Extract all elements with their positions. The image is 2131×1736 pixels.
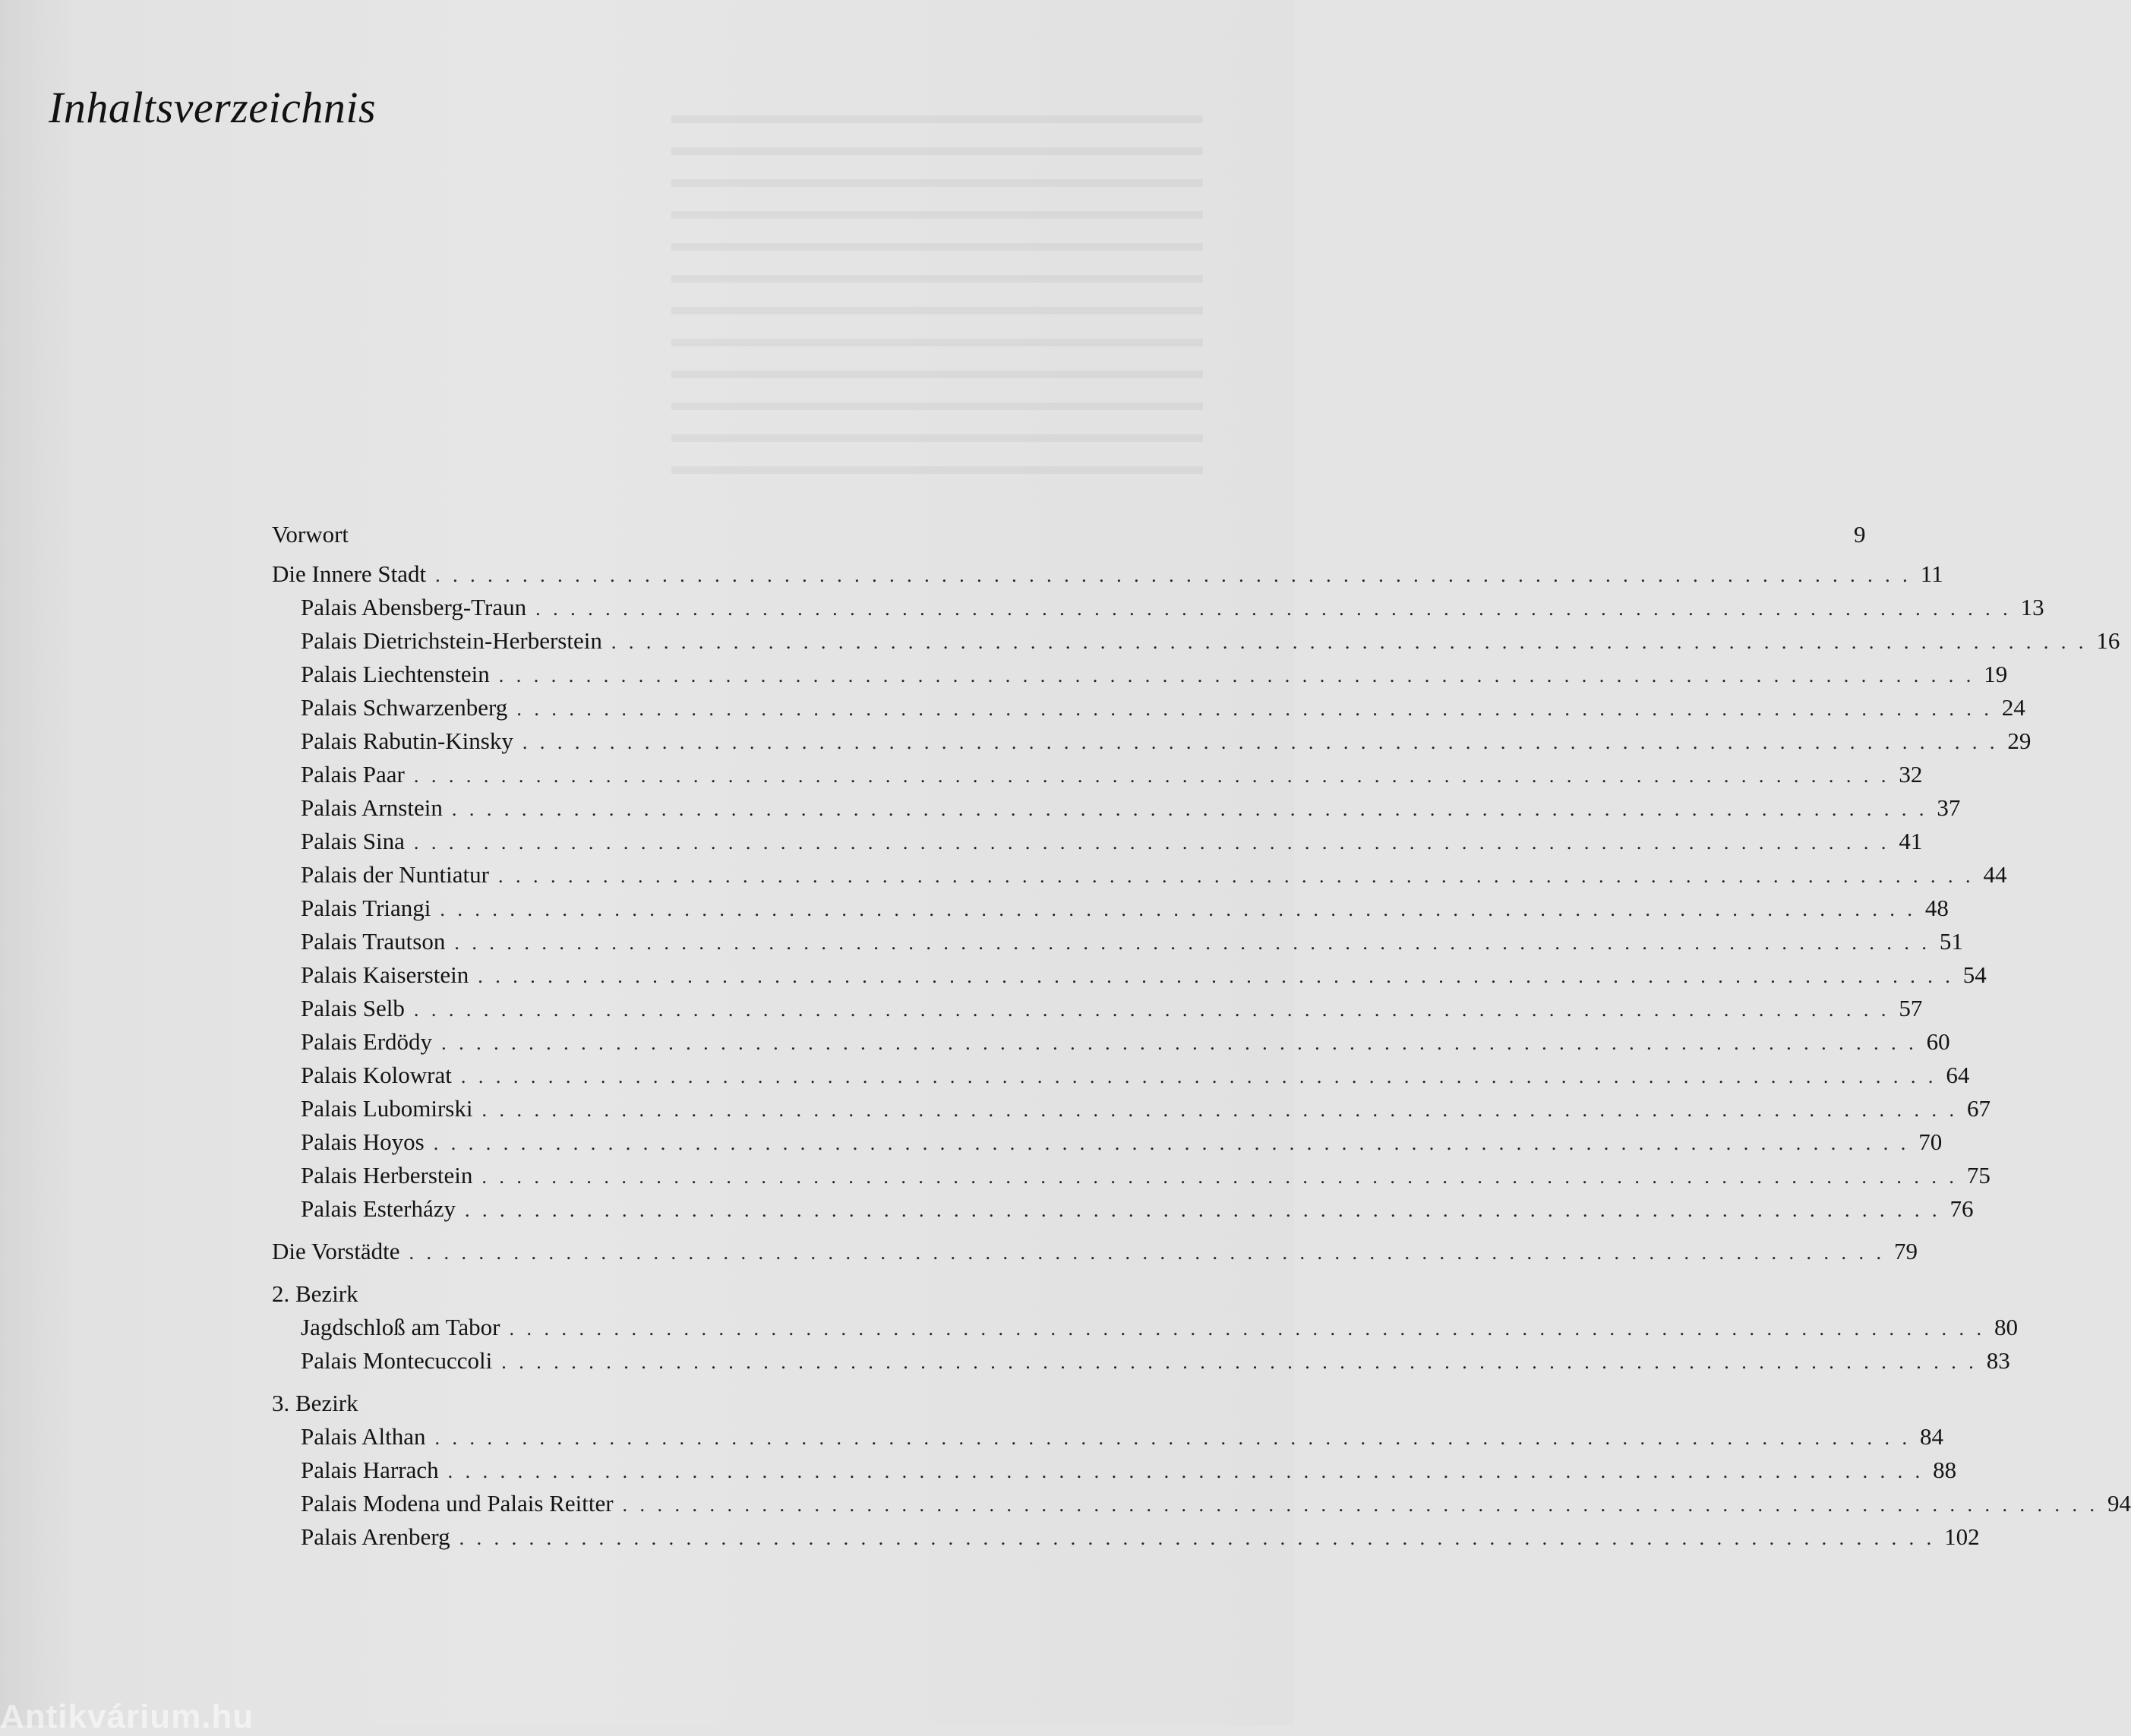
toc-entry-label: Palais Abensberg-Traun: [301, 594, 527, 620]
toc-entry[interactable]: [272, 658, 2008, 691]
toc-entry-label: Palais Schwarzenberg: [301, 694, 508, 721]
toc-entry[interactable]: [272, 1235, 1918, 1268]
dot-leader: . . . . . . . . . . . . . . . . . . . . . . . . . . . . . . . . . . . . . . . . . . . . . . . . . . . . . . . . . . . . . . . . . . . . . . . . . . . . . . . . . . . . .: [447, 1460, 1924, 1482]
toc-entry-label: Palais Kolowrat: [301, 1062, 452, 1088]
toc-entry[interactable]: [272, 1059, 1970, 1092]
dot-leader: . . . . . . . . . . . . . . . . . . . . . . . . . . . . . . . . . . . . . . . . . . . . . . . . . . . . . . . . . . . . . . . . . . . . . . . . . . . . . . . . . . . . .: [498, 664, 1975, 687]
toc-entry-label: Jagdschloß am Tabor: [301, 1314, 500, 1340]
toc-entry-label: Palais Paar: [301, 761, 405, 788]
toc-entry[interactable]: [272, 758, 1923, 791]
dot-leader: . . . . . . . . . . . . . . . . . . . . . . . . . . . . . . . . . . . . . . . . . . . . . . . . . . . . . . . . . . . . . . . . . . . . . . . . . . . . . . . . . . . . .: [433, 1132, 1910, 1154]
toc-entry-page: 64: [1946, 1062, 1970, 1088]
toc-entry[interactable]: [272, 1454, 1957, 1487]
toc-entry[interactable]: [272, 1192, 1974, 1226]
dot-leader: . . . . . . . . . . . . . . . . . . . . . . . . . . . . . . . . . . . . . . . . . . . . . . . . . . . . . . . . . . . . . . . . . . . . . . . . . . . . . . . . . . . . .: [478, 965, 1954, 987]
toc-entry-page: 24: [2001, 694, 2025, 721]
toc-entry-label: Palais Triangi: [301, 895, 431, 921]
dot-leader: . . . . . . . . . . . . . . . . . . . . . . . . . . . . . . . . . . . . . . . . . . . . . . . . . . . . . . . . . . . . . . . . . . . . . . . . . . . . . . . . . . . . .: [622, 1494, 2099, 1516]
toc-entry[interactable]: [272, 1420, 1943, 1454]
dot-leader: . . . . . . . . . . . . . . . . . . . . . . . . . . . . . . . . . . . . . . . . . . . . . . . . . . . . . . . . . . . . . . . . . . . . . . . . . . . . . . . . . . . . .: [611, 631, 2088, 653]
toc-entry-label: Palais Harrach: [301, 1457, 439, 1483]
toc-entry-label: Palais Arenberg: [301, 1523, 450, 1550]
dot-leader: . . . . . . . . . . . . . . . . . . . . . . . . . . . . . . . . . . . . . . . . . . . . . . . . . . . . . . . . . . . . . . . . . . . . . . . . . . . . . . . . . . . . .: [435, 564, 1912, 586]
toc-entry-label: Palais Rabutin-Kinsky: [301, 728, 513, 754]
toc-entry-label: Palais Kaiserstein: [301, 961, 469, 988]
toc-section-heading: [272, 1387, 1176, 1420]
table-of-contents: [272, 518, 2131, 1554]
dot-leader: . . . . . . . . . . . . . . . . . . . . . . . . . . . . . . . . . . . . . . . . . . . . . . . . . . . . . . . . . . . . . . . . . . . . . . . . . . . . . . . . . . . . .: [441, 1032, 1918, 1054]
toc-entry-label: Palais Liechtenstein: [301, 661, 490, 687]
toc-entry-label: Palais der Nuntiatur: [301, 861, 489, 888]
toc-entry-label: Palais Arnstein: [301, 794, 443, 821]
toc-entry-page: 48: [1924, 895, 1949, 921]
toc-entry-page: 83: [1986, 1347, 2010, 1374]
toc-entry[interactable]: [272, 858, 2007, 892]
dot-leader: . . . . . . . . . . . . . . . . . . . . . . . . . . . . . . . . . . . . . . . . . . . . . . . . . . . . . . . . . . . . . . . . . . . . . . . . . . . . . . . . . . . . .: [454, 932, 1931, 954]
dot-leader: . . . . . . . . . . . . . . . . . . . . . . . . . . . . . . . . . . . . . . . . . . . . . . . . . . . . . . . . . . . . . . . . . . . . . . . . . . . . . . . . . . . . .: [460, 1065, 1937, 1087]
toc-entry-page: 13: [2020, 594, 2044, 620]
toc-entry-page: 70: [1918, 1128, 1943, 1155]
dot-leader: . . . . . . . . . . . . . . . . . . . . . . . . . . . . . . . . . . . . . . . . . . . . . . . . . . . . . . . . . . . . . . . . . . . . . . . . . . . . . . . . . . . . .: [481, 1166, 1958, 1188]
toc-entry[interactable]: [272, 724, 2032, 758]
toc-entry[interactable]: [272, 825, 1923, 858]
toc-entry-label: Palais Modena und Palais Reitter: [301, 1490, 614, 1517]
toc-entry-page: 75: [1966, 1162, 1991, 1188]
toc-entry[interactable]: [272, 992, 1923, 1025]
toc-entry[interactable]: [272, 958, 1987, 992]
toc-entry[interactable]: [272, 1159, 1991, 1192]
dot-leader: . . . . . . . . . . . . . . . . . . . . . . . . . . . . . . . . . . . . . . . . . . . . . . . . . . . . . . . . . . . . . . . . . . . . . . . . . . . . . . . . . . . . .: [535, 598, 2012, 620]
toc-entry[interactable]: [272, 1344, 2010, 1378]
toc-entry[interactable]: [272, 1125, 1943, 1159]
dot-leader: . . . . . . . . . . . . . . . . . . . . . . . . . . . . . . . . . . . . . . . . . . . . . . . . . . . . . . . . . . . . . . . . . . . . . . . . . . . . . . . . . . . . .: [451, 798, 1928, 820]
toc-entry-page: 102: [1944, 1523, 1980, 1550]
toc-entry-label: Palais Hoyos: [301, 1128, 425, 1155]
toc-entry-page: 79: [1893, 1238, 1918, 1264]
toc-entry-page: 9: [1854, 521, 1866, 548]
toc-entry-page: 76: [1949, 1195, 1974, 1222]
toc-entry-page: 29: [2007, 728, 2032, 754]
toc-entry-label: Palais Herberstein: [301, 1162, 473, 1188]
toc-entry[interactable]: [272, 925, 1963, 958]
toc-entry[interactable]: [272, 691, 2025, 724]
dot-leader: . . . . . . . . . . . . . . . . . . . . . . . . . . . . . . . . . . . . . . . . . . . . . . . . . . . . . . . . . . . . . . . . . . . . . . . . . . . . . . . . . . . . .: [413, 765, 1890, 787]
toc-entry[interactable]: [272, 518, 1866, 551]
toc-entry-page: 51: [1939, 928, 1963, 955]
toc-entry-label: Palais Sina: [301, 828, 405, 854]
toc-entry-label: Palais Althan: [301, 1423, 426, 1450]
dot-leader: . . . . . . . . . . . . . . . . . . . . . . . . . . . . . . . . . . . . . . . . . . . . . . . . . . . . . . . . . . . . . . . . . . . . . . . . . . . . . . . . . . . . .: [516, 698, 1993, 720]
toc-entry-page: 32: [1899, 761, 1923, 788]
toc-entry[interactable]: [272, 1311, 2018, 1344]
toc-entry[interactable]: [272, 1487, 2131, 1520]
dot-leader: . . . . . . . . . . . . . . . . . . . . . . . . . . . . . . . . . . . . . . . . . . . . . . . . . . . . . . . . . . . . . . . . . . . . . . . . . . . . . . . . . . . . .: [481, 1099, 1958, 1121]
show-through-text: [671, 91, 1203, 516]
toc-entry-label: Die Innere Stadt: [272, 560, 427, 587]
toc-entry[interactable]: [272, 892, 1949, 925]
toc-entry-page: 16: [2096, 627, 2120, 654]
dot-leader: . . . . . . . . . . . . . . . . . . . . . . . . . . . . . . . . . . . . . . . . . . . . . . . . . . . . . . . . . . . . . . . . . . . . . . . . . . . . . . . . . . . . .: [459, 1527, 1936, 1549]
toc-entry-label: 3. Bezirk: [272, 1390, 358, 1416]
toc-entry[interactable]: [272, 557, 1943, 591]
toc-entry-label: Die Vorstädte: [272, 1238, 400, 1264]
dot-leader: . . . . . . . . . . . . . . . . . . . . . . . . . . . . . . . . . . . . . . . . . . . . . . . . . . . . . . . . . . . . . . . . . . . . . . . . . . . . . . . . . . . . .: [409, 1242, 1885, 1264]
toc-entry-page: 94: [2107, 1490, 2131, 1517]
toc-entry-page: 11: [1920, 560, 1943, 587]
toc-entry[interactable]: [272, 591, 2044, 624]
dot-leader: . . . . . . . . . . . . . . . . . . . . . . . . . . . . . . . . . . . . . . . . . . . . . . . . . . . . . . . . . . . . . . . . . . . . . . . . . . . . . . . . . . . . .: [509, 1318, 1985, 1340]
dot-leader: . . . . . . . . . . . . . . . . . . . . . . . . . . . . . . . . . . . . . . . . . . . . . . . . . . . . . . . . . . . . . . . . . . . . . . . . . . . . . . . . . . . . .: [413, 832, 1890, 854]
watermark: Antikvárium.hu: [0, 1698, 254, 1735]
toc-entry-label: Palais Erdödy: [301, 1028, 433, 1055]
toc-entry-page: 88: [1933, 1457, 1957, 1483]
toc-entry-label: Palais Trautson: [301, 928, 446, 955]
dot-leader: . . . . . . . . . . . . . . . . . . . . . . . . . . . . . . . . . . . . . . . . . . . . . . . . . . . . . . . . . . . . . . . . . . . . . . . . . . . . . . . . . . . . .: [413, 999, 1890, 1021]
toc-entry[interactable]: [272, 1520, 1980, 1554]
toc-entry-label: Palais Esterházy: [301, 1195, 456, 1222]
toc-entry-page: 44: [1983, 861, 2007, 888]
toc-entry[interactable]: [272, 791, 1961, 825]
toc-entry[interactable]: [272, 1092, 1991, 1125]
toc-entry-label: Palais Montecuccoli: [301, 1347, 493, 1374]
dot-leader: . . . . . . . . . . . . . . . . . . . . . . . . . . . . . . . . . . . . . . . . . . . . . . . . . . . . . . . . . . . . . . . . . . . . . . . . . . . . . . . . . . . . .: [434, 1427, 1911, 1449]
toc-entry-label: Palais Dietrichstein-Herberstein: [301, 627, 602, 654]
toc-entry-page: 67: [1966, 1095, 1991, 1122]
toc-entry[interactable]: [272, 624, 2120, 658]
toc-entry[interactable]: [272, 1025, 1950, 1059]
page-title: Inhaltsverzeichnis: [49, 83, 377, 132]
dot-leader: . . . . . . . . . . . . . . . . . . . . . . . . . . . . . . . . . . . . . . . . . . . . . . . . . . . . . . . . . . . . . . . . . . . . . . . . . . . . . . . . . . . . .: [440, 898, 1916, 920]
toc-entry-page: 60: [1926, 1028, 1950, 1055]
toc-entry-label: Vorwort: [272, 521, 349, 548]
dot-leader: . . . . . . . . . . . . . . . . . . . . . . . . . . . . . . . . . . . . . . . . . . . . . . . . . . . . . . . . . . . . . . . . . . . . . . . . . . . . . . . . . . . . .: [497, 865, 1975, 887]
dot-leader: . . . . . . . . . . . . . . . . . . . . . . . . . . . . . . . . . . . . . . . . . . . . . . . . . . . . . . . . . . . . . . . . . . . . . . . . . . . . . . . . . . . . .: [501, 1351, 1978, 1373]
toc-entry-page: 37: [1937, 794, 1961, 821]
toc-entry-label: Palais Lubomirski: [301, 1095, 473, 1122]
toc-entry-page: 41: [1899, 828, 1923, 854]
toc-entry-page: 80: [1994, 1314, 2018, 1340]
toc-section-heading: [272, 1277, 1176, 1311]
toc-entry-page: 54: [1962, 961, 1987, 988]
dot-leader: . . . . . . . . . . . . . . . . . . . . . . . . . . . . . . . . . . . . . . . . . . . . . . . . . . . . . . . . . . . . . . . . . . . . . . . . . . . . . . . . . . . . .: [465, 1199, 1941, 1221]
toc-entry-label: Palais Selb: [301, 995, 405, 1021]
toc-entry-page: 19: [1984, 661, 2008, 687]
dot-leader: . . . . . . . . . . . . . . . . . . . . . . . . . . . . . . . . . . . . . . . . . . . . . . . . . . . . . . . . . . . . . . . . . . . . . . . . . . . . . . . . . . . . .: [522, 731, 1999, 753]
toc-entry-label: 2. Bezirk: [272, 1280, 358, 1307]
toc-entry-page: 84: [1919, 1423, 1943, 1450]
toc-entry-page: 57: [1899, 995, 1923, 1021]
